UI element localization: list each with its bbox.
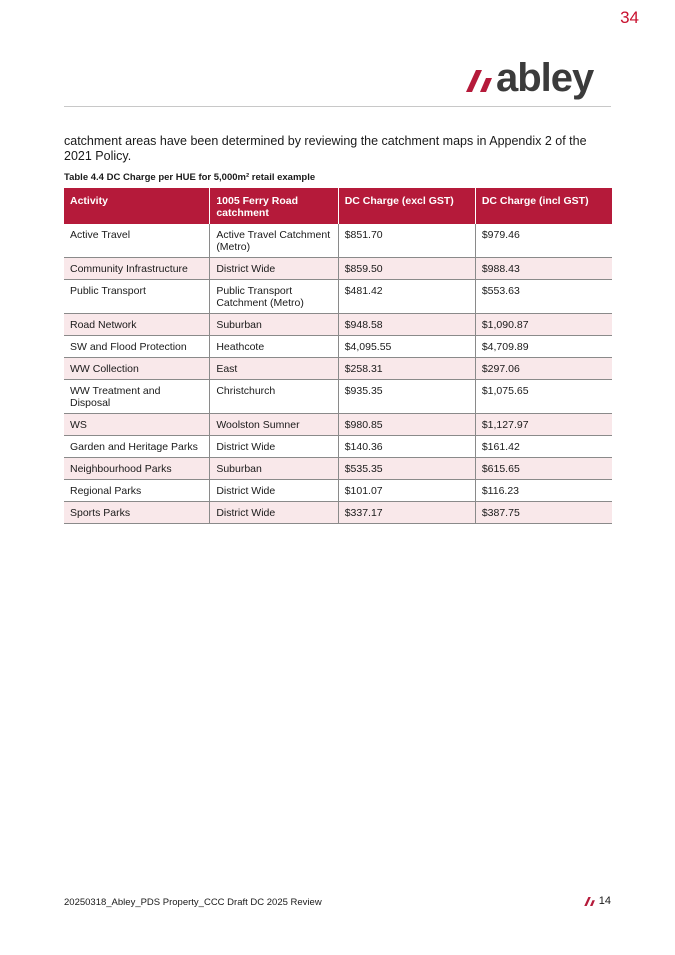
cell-catchment: Christchurch	[210, 380, 338, 414]
cell-incl-gst: $4,709.89	[475, 336, 612, 358]
table-row	[64, 258, 612, 280]
footer-page-number: 14	[598, 895, 611, 907]
cell-incl-gst: $1,075.65	[475, 380, 612, 414]
cell-excl-gst: $535.35	[338, 458, 475, 480]
cell-excl-gst: $859.50	[338, 258, 475, 280]
cell-activity: Public Transport	[64, 280, 210, 314]
cell-incl-gst: $1,090.87	[475, 314, 612, 336]
cell-catchment: East	[210, 358, 338, 380]
table-caption: Table 4.4 DC Charge per HUE for 5,000m² retail example	[64, 172, 316, 183]
cell-incl-gst: $116.23	[475, 480, 612, 502]
cell-excl-gst: $935.35	[338, 380, 475, 414]
table-row	[64, 480, 612, 502]
cell-catchment: Suburban	[210, 458, 338, 480]
header-activity: Activity	[64, 188, 210, 224]
cell-activity: Active Travel	[64, 224, 210, 258]
cell-incl-gst: $161.42	[475, 436, 612, 458]
cell-catchment: District Wide	[210, 502, 338, 524]
cell-activity: Road Network	[64, 314, 210, 336]
cell-excl-gst: $980.85	[338, 414, 475, 436]
cell-catchment: Woolston Sumner	[210, 414, 338, 436]
cell-incl-gst: $1,127.97	[475, 414, 612, 436]
intro-paragraph: catchment areas have been determined by reviewing the catchment maps in Appendix 2 of the 2021 Policy.	[64, 134, 587, 163]
cell-activity: Community Infrastructure	[64, 258, 210, 280]
cell-activity: Garden and Heritage Parks	[64, 436, 210, 458]
cell-catchment: Public Transport Catchment (Metro)	[210, 280, 338, 314]
cell-activity: WS	[64, 414, 210, 436]
header-catchment: 1005 Ferry Road catchment	[210, 188, 338, 224]
table-row	[64, 502, 612, 524]
cell-catchment: District Wide	[210, 258, 338, 280]
table-header-row	[64, 188, 612, 224]
header-divider	[64, 106, 611, 107]
table-row	[64, 380, 612, 414]
cell-excl-gst: $948.58	[338, 314, 475, 336]
cell-excl-gst: $101.07	[338, 480, 475, 502]
footer-page	[584, 895, 611, 907]
table-row	[64, 280, 612, 314]
cell-activity: Neighbourhood Parks	[64, 458, 210, 480]
page-number: 34	[620, 8, 639, 27]
cell-incl-gst: $979.46	[475, 224, 612, 258]
table-row	[64, 414, 612, 436]
table-row	[64, 458, 612, 480]
table-row	[64, 358, 612, 380]
cell-incl-gst: $988.43	[475, 258, 612, 280]
footer-document-id: 20250318_Abley_PDS Property_CCC Draft DC 2025 Review	[64, 897, 322, 908]
cell-catchment: Suburban	[210, 314, 338, 336]
cell-activity: SW and Flood Protection	[64, 336, 210, 358]
cell-activity: WW Collection	[64, 358, 210, 380]
cell-excl-gst: $481.42	[338, 280, 475, 314]
cell-incl-gst: $387.75	[475, 502, 612, 524]
dc-charge-table	[64, 188, 612, 524]
logo-wordmark: abley	[496, 56, 594, 100]
cell-catchment: Active Travel Catchment (Metro)	[210, 224, 338, 258]
cell-excl-gst: $4,095.55	[338, 336, 475, 358]
cell-incl-gst: $615.65	[475, 458, 612, 480]
abley-logo	[466, 56, 610, 100]
cell-excl-gst: $337.17	[338, 502, 475, 524]
abley-mark-icon	[466, 70, 494, 92]
cell-incl-gst: $553.63	[475, 280, 612, 314]
abley-mark-icon	[584, 897, 596, 906]
cell-incl-gst: $297.06	[475, 358, 612, 380]
table-row	[64, 336, 612, 358]
cell-excl-gst: $140.36	[338, 436, 475, 458]
cell-catchment: District Wide	[210, 480, 338, 502]
cell-activity: WW Treatment and Disposal	[64, 380, 210, 414]
header-charge-excl-gst: DC Charge (excl GST)	[338, 188, 475, 224]
table-row	[64, 314, 612, 336]
table-row	[64, 224, 612, 258]
cell-catchment: District Wide	[210, 436, 338, 458]
cell-excl-gst: $258.31	[338, 358, 475, 380]
cell-activity: Sports Parks	[64, 502, 210, 524]
table-row	[64, 436, 612, 458]
cell-excl-gst: $851.70	[338, 224, 475, 258]
cell-catchment: Heathcote	[210, 336, 338, 358]
header-charge-incl-gst: DC Charge (incl GST)	[475, 188, 612, 224]
cell-activity: Regional Parks	[64, 480, 210, 502]
